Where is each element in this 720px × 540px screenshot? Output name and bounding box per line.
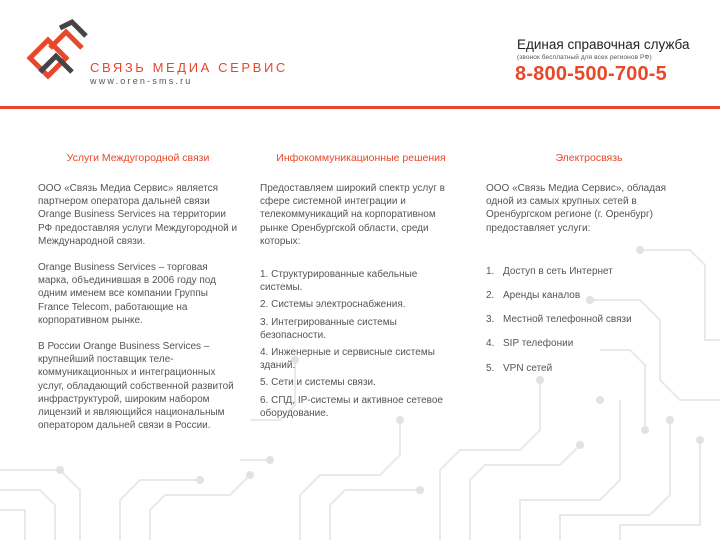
services-list [260, 268, 462, 420]
paragraph: ООО «Связь Медиа Сервис», обладая одной из самых крупных сетей в Оренбургском регионе (г. Оренбург) предоставляет услуги: [486, 183, 667, 234]
list-item: 2. Аренды каналов [486, 290, 581, 302]
list-item: 1. Доступ в сеть Интернет [486, 265, 613, 277]
header [0, 0, 720, 106]
paragraph: Предоставляем широкий спектр услуг в сфере системной интеграции и телекоммуникаций на корпоративном рынке Оренбургской области, среди которых: [260, 183, 445, 247]
help-service-title: Единая справочная служба [517, 37, 690, 52]
services-list [486, 265, 692, 375]
column-telecom [486, 152, 692, 386]
column-heading: Услуги Междугородной связи [66, 152, 210, 164]
help-service-subtitle: (звонок бесплатный для всех регионов РФ) [517, 54, 652, 61]
company-logo-icon [26, 18, 90, 86]
paragraph: ООО «Связь Медиа Сервис» является партнером оператора дальней связи Orange Business Services на территории РФ предоставляя услуги Междугородной и Международной связи. [38, 183, 238, 247]
paragraph: Orange Business Services – торговая марка, объединившая в 2006 году под одним именем все компании Группы France Telecom, работающие на корпоративном рынке. [38, 262, 216, 326]
website-link[interactable]: www.oren-sms.ru [90, 76, 193, 86]
brand-name: СВЯЗЬ МЕДИА СЕРВИС [90, 60, 288, 75]
list-item: 1. Структурированные кабельные системы. [260, 269, 418, 294]
list-item: 5. Сети и системы связи. [260, 377, 376, 389]
column-infocom-solutions [260, 152, 462, 420]
list-item: 4. Инженерные и сервисные системы зданий. [260, 347, 435, 372]
list-item: 6. СПД, IP-системы и активное сетевое оборудование. [260, 394, 443, 419]
list-item: 5. VPN сетей [486, 362, 553, 374]
paragraph: В России Orange Business Services – крупнейший поставщик теле-коммуникационных и интеграционных услуг, обладающий собственной развитой инфраструктурой, широким набором лицензий и являющийся национальным оператором дальней связи в России. [38, 341, 234, 432]
list-item: 4. SIP телефонии [486, 338, 574, 350]
column-heading: Электросвязь [555, 152, 623, 164]
list-item: 2. Системы электроснабжения. [260, 299, 406, 311]
list-item: 3. Местной телефонной связи [486, 314, 632, 326]
column-heading: Инфокоммуникационные решения [276, 152, 446, 164]
header-divider [0, 106, 720, 109]
column-long-distance [38, 152, 238, 445]
phone-number[interactable]: 8-800-500-700-5 [515, 63, 667, 85]
list-item: 3. Интегрированные системы безопасности. [260, 316, 397, 341]
